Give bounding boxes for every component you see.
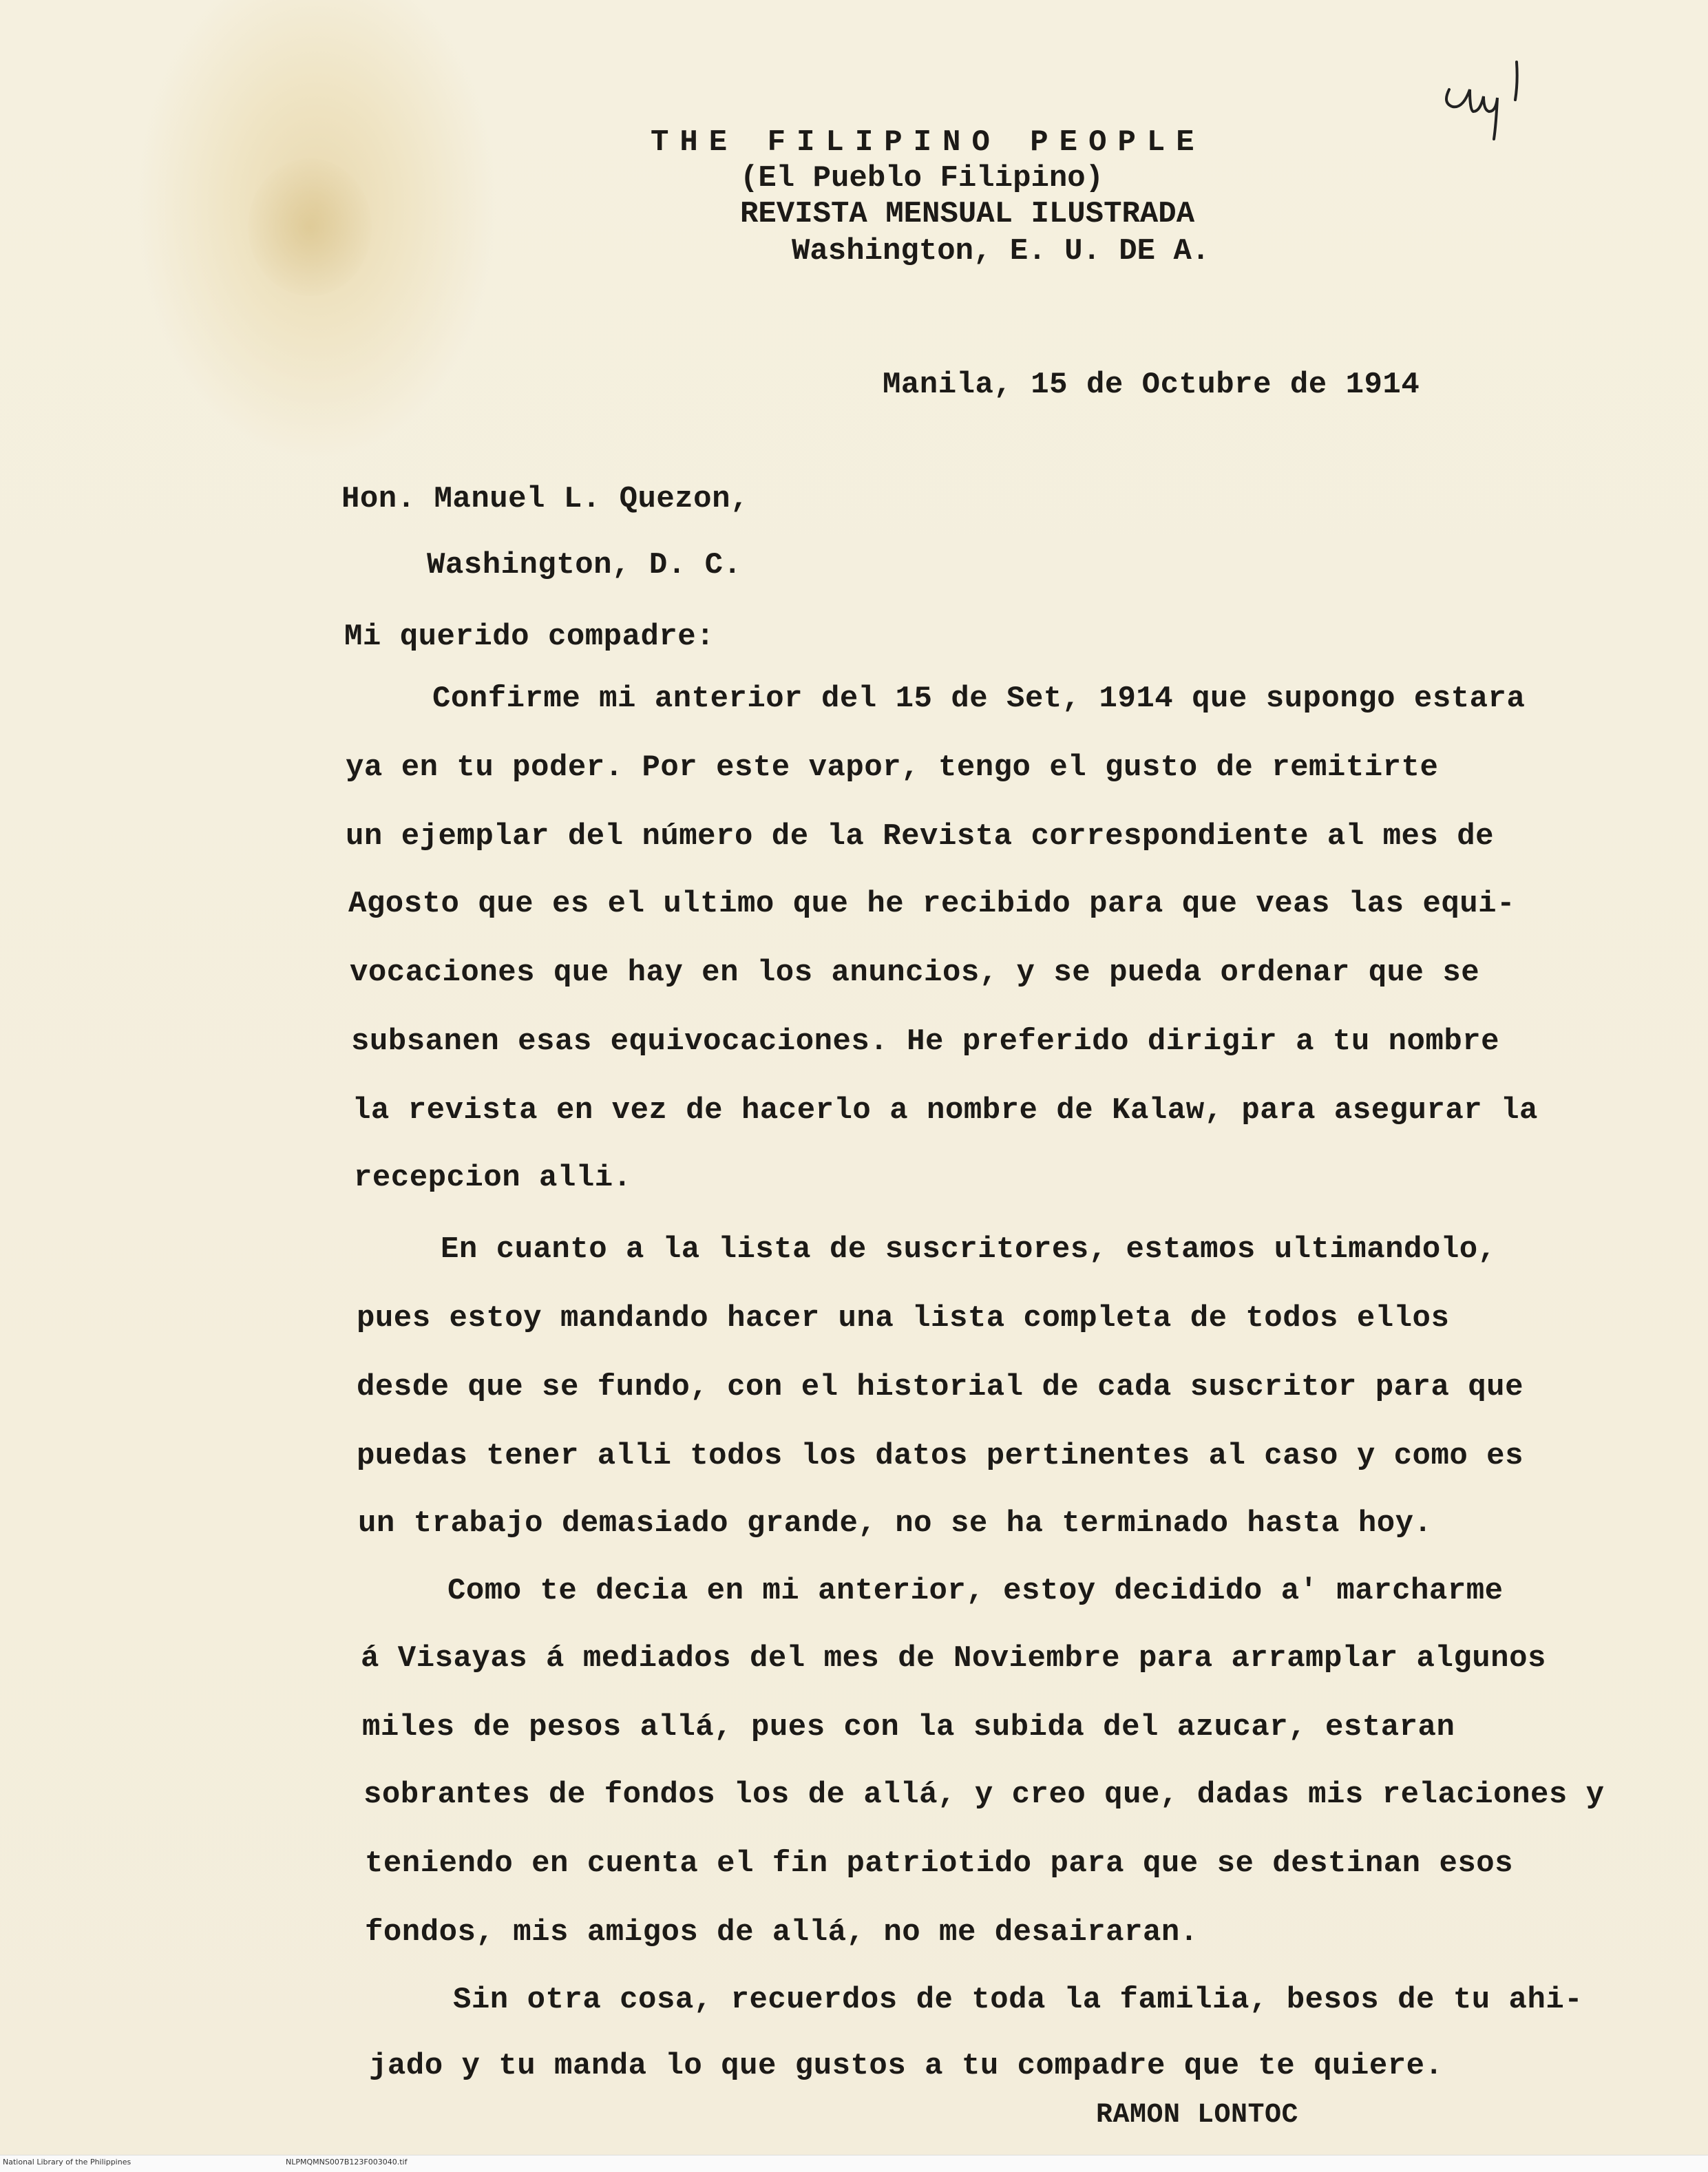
body-line: sobrantes de fondos los de allá, y creo que, dadas mis relaciones y [363, 1778, 1605, 1812]
body-line: desde que se fundo, con el historial de cada suscritor para que [357, 1370, 1524, 1404]
body-line: teniendo en cuenta el fin patriotido para que se destinan esos [365, 1846, 1514, 1881]
annotation-text: dup. [1442, 151, 1444, 152]
body-line: un trabajo demasiado grande, no se ha terminado hasta hoy. [358, 1506, 1433, 1541]
masthead-location: Washington, E. U. DE A. [792, 234, 1210, 268]
letter-date: Manila, 15 de Octubre de 1914 [883, 368, 1420, 402]
body-line: puedas tener alli todos los datos pertinentes al caso y como es [357, 1439, 1524, 1473]
salutation: Mi querido compadre: [344, 620, 715, 654]
footer-library: National Library of the Philippines [3, 2158, 131, 2166]
body-line: recepcion alli. [354, 1161, 632, 1195]
body-line: En cuanto a la lista de suscritores, estamos ultimandolo, [441, 1232, 1497, 1267]
body-line: jado y tu manda lo que gustos a tu compadre que te quiere. [369, 2049, 1444, 2083]
body-line: Sin otra cosa, recuerdos de toda la familia, besos de tu ahi- [453, 1983, 1583, 2017]
body-line: miles de pesos allá, pues con la subida del azucar, estaran [362, 1710, 1455, 1744]
handwritten-note-icon [1435, 48, 1532, 158]
masthead-title: THE FILIPINO PEOPLE [651, 125, 1205, 160]
signature: RAMON LONTOC [1096, 2100, 1299, 2131]
body-line: fondos, mis amigos de allá, no me desairaran. [365, 1915, 1199, 1950]
body-line: á Visayas á mediados del mes de Noviembre para arramplar algunos [361, 1641, 1546, 1676]
body-line: la revista en vez de hacerlo a nombre de Kalaw, para asegurar la [352, 1093, 1538, 1128]
body-line: pues estoy mandando hacer una lista completa de todos ellos [357, 1301, 1450, 1336]
recipient-city: Washington, D. C. [427, 548, 742, 582]
masthead-tagline: REVISTA MENSUAL ILUSTRADA [740, 197, 1195, 231]
footer-filename: NLPMQMNS007B123F003040.tif [286, 2158, 408, 2166]
body-line: Agosto que es el ultimo que he recibido para que veas las equi- [348, 887, 1515, 921]
recipient-name: Hon. Manuel L. Quezon, [341, 482, 749, 516]
paper-stain [248, 158, 372, 296]
scan-footer [0, 2155, 1708, 2172]
masthead-subtitle: (El Pueblo Filipino) [740, 161, 1104, 196]
body-line: ya en tu poder. Por este vapor, tengo el gusto de remitirte [346, 750, 1439, 785]
body-line: Como te decia en mi anterior, estoy decidido a' marcharme [447, 1574, 1504, 1608]
body-line: un ejemplar del número de la Revista correspondiente al mes de [346, 819, 1495, 854]
body-line: vocaciones que hay en los anuncios, y se pueda ordenar que se [350, 956, 1480, 990]
body-line: subsanen esas equivocaciones. He preferido dirigir a tu nombre [351, 1024, 1500, 1059]
body-line: Confirme mi anterior del 15 de Set, 1914 que supongo estara [432, 682, 1526, 716]
